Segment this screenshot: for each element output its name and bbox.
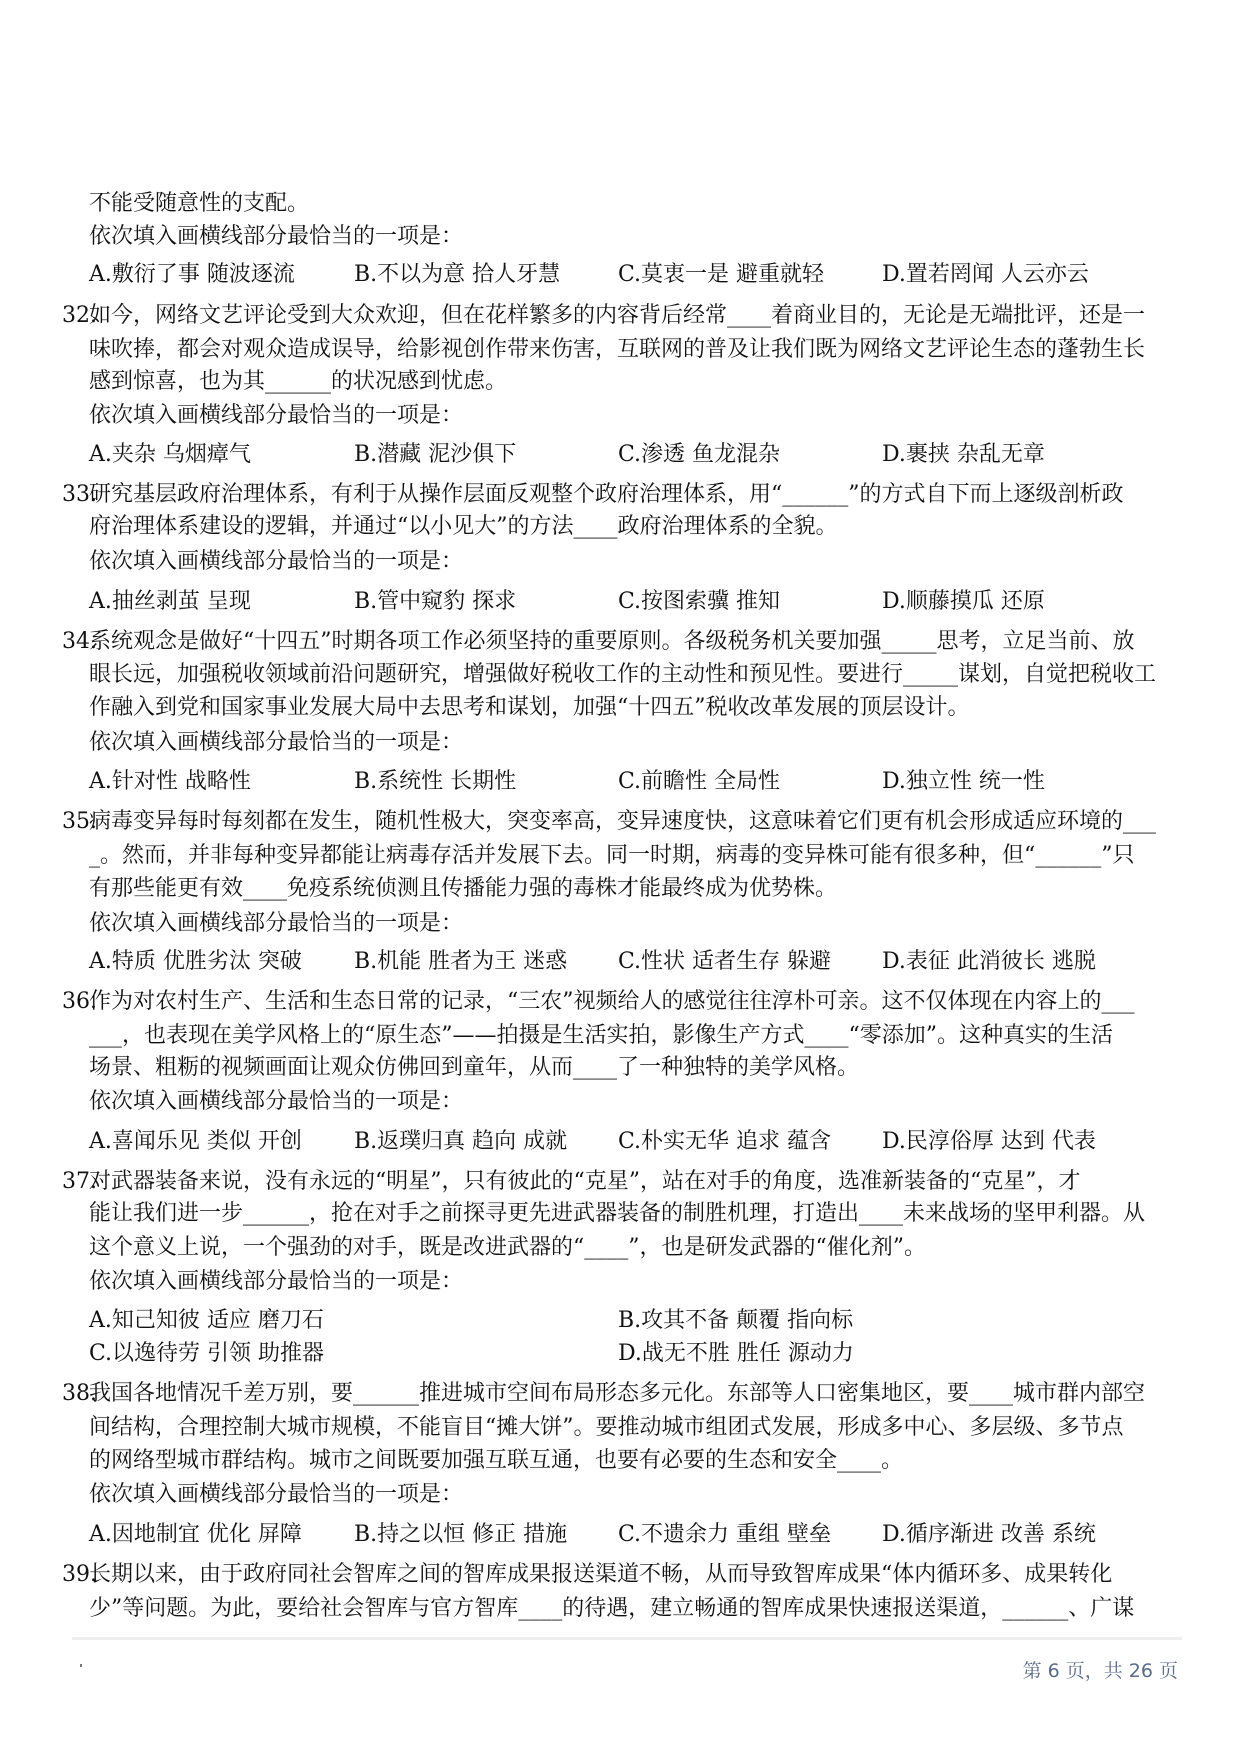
question-prompt: 依次填入画横线部分最恰当的一项是：	[89, 403, 464, 428]
answer-option: D.战无不胜 胜任 源动力	[618, 1341, 854, 1366]
answer-option: C.渗透 鱼龙混杂	[618, 442, 781, 467]
question-prompt: 依次填入画横线部分最恰当的一项是：	[89, 549, 464, 574]
question-text-line: 如今，网络文艺评论受到大众欢迎，但在花样繁多的内容背后经常____着商业目的，无论是无端批评，还是一	[89, 303, 1146, 328]
answer-option: B.机能 胜者为王 迷惑	[354, 949, 568, 974]
answer-option: D.置若罔闻 人云亦云	[882, 262, 1089, 287]
answer-option: D.顺藤摸瓜 还原	[882, 589, 1045, 614]
answer-option: C.按图索骥 推知	[618, 589, 781, 614]
footer-divider	[72, 1637, 1182, 1640]
question-prompt: 依次填入画横线部分最恰当的一项是：	[89, 1269, 464, 1294]
page-number: 第 6 页，共 26 页	[1022, 1660, 1178, 1682]
question-prompt: 依次填入画横线部分最恰当的一项是：	[89, 730, 464, 755]
question-number: 35.	[62, 809, 97, 834]
answer-option: A.知己知彼 适应 磨刀石	[89, 1308, 324, 1333]
question-number: 38.	[62, 1381, 97, 1406]
question-text-line: 这个意义上说，一个强劲的对手，既是改进武器的“____”，也是研发武器的“催化剂”。	[89, 1235, 926, 1260]
question-text-line: 系统观念是做好“十四五”时期各项工作必须坚持的重要原则。各级税务机关要加强_____思考，立足当前、放	[89, 629, 1135, 654]
question-text-line: 作为对农村生产、生活和生态日常的记录，“三农”视频给人的感觉往往淳朴可亲。这不仅体现在内容上的___	[89, 989, 1135, 1014]
question-text-line: 府治理体系建设的逻辑，并通过“以小见大”的方法____政府治理体系的全貌。	[89, 514, 838, 539]
answer-option: C.性状 适者生存 躲避	[618, 949, 832, 974]
question-text-line: 对武器装备来说，没有永远的“明星”，只有彼此的“克星”，站在对手的角度，选准新装备的“克星”，才	[89, 1169, 1081, 1194]
answer-option: A.抽丝剥茧 呈现	[89, 589, 251, 614]
answer-option: A.特质 优胜劣汰 突破	[89, 949, 302, 974]
question-number: 32.	[62, 303, 97, 328]
question-number: 34.	[62, 629, 97, 654]
answer-option: C.莫衷一是 避重就轻	[618, 262, 825, 287]
question-prompt: 依次填入画横线部分最恰当的一项是：	[89, 1482, 464, 1507]
answer-option: A.因地制宜 优化 屏障	[89, 1522, 302, 1547]
answer-option: B.不以为意 拾人牙慧	[354, 262, 561, 287]
footer-mark	[80, 1664, 82, 1667]
answer-option: B.潜藏 泥沙俱下	[354, 442, 517, 467]
answer-option: A.喜闻乐见 类似 开创	[89, 1129, 302, 1154]
question-number: 36.	[62, 989, 97, 1014]
answer-option: A.敷衍了事 随波逐流	[89, 262, 295, 287]
answer-option: B.返璞归真 趋向 成就	[354, 1129, 568, 1154]
question-text-line: 长期以来，由于政府同社会智库之间的智库成果报送渠道不畅，从而导致智库成果“体内循环多、成果转化	[89, 1562, 1113, 1587]
answer-option: A.针对性 战略性	[89, 769, 251, 794]
question-prompt: 依次填入画横线部分最恰当的一项是：	[89, 1089, 464, 1114]
question-text-line: 少”等问题。为此，要给社会智库与官方智库____的待遇，建立畅通的智库成果快速报送渠道，______、广谋	[89, 1596, 1135, 1621]
question-text-line: 眼长远，加强税收领域前沿问题研究，增强做好税收工作的主动性和预见性。要进行_____谋划，自觉把税收工	[89, 662, 1157, 687]
question-text-line: 病毒变异每时每刻都在发生，随机性极大，突变率高，变异速度快，这意味着它们更有机会形成适应环境的___	[89, 809, 1157, 834]
question-number: 39.	[62, 1562, 97, 1587]
question-prompt: 依次填入画横线部分最恰当的一项是：	[89, 911, 464, 936]
question-number: 33.	[62, 482, 97, 507]
question-text-line: 能让我们进一步______，抢在对手之前探寻更先进武器装备的制胜机理，打造出____未来战场的坚甲利器。从	[89, 1201, 1146, 1226]
answer-option: C.前瞻性 全局性	[618, 769, 781, 794]
answer-option: D.表征 此消彼长 逃脱	[882, 949, 1096, 974]
answer-option: C.以逸待劳 引领 助推器	[89, 1341, 325, 1366]
question-text-line: 作融入到党和国家事业发展大局中去思考和谋划，加强“十四五”税收改革发展的顶层设计。	[89, 695, 970, 720]
answer-option: B.攻其不备 颠覆 指向标	[618, 1308, 854, 1333]
question-text-line: 的网络型城市群结构。城市之间既要加强互联互通，也要有必要的生态和安全____。	[89, 1448, 904, 1473]
question-text-line: ___，也表现在美学风格上的“原生态”——拍摄是生活实拍，影像生产方式____“零添加”。这种真实的生活	[89, 1023, 1113, 1048]
question-text-line: _。然而，并非每种变异都能让病毒存活并发展下去。同一时期，病毒的变异株可能有很多种，但“______”只	[89, 843, 1135, 868]
answer-option: C.朴实无华 追求 蕴含	[618, 1129, 832, 1154]
question-text-line: 我国各地情况千差万别，要______推进城市空间布局形态多元化。东部等人口密集地区，要____城市群内部空	[89, 1381, 1146, 1406]
answer-option: B.系统性 长期性	[354, 769, 517, 794]
answer-option: D.裹挟 杂乱无章	[882, 442, 1045, 467]
question-text-line: 间结构，合理控制大城市规模，不能盲目“摊大饼”。要推动城市组团式发展，形成多中心、多层级、多节点	[89, 1415, 1124, 1440]
question-text-line: 场景、粗粝的视频画面让观众仿佛回到童年，从而____了一种独特的美学风格。	[89, 1055, 860, 1080]
question-text-line: 研究基层政府治理体系，有利于从操作层面反观整个政府治理体系，用“______”的方式自下而上逐级剖析政	[89, 482, 1124, 507]
question-number: 37.	[62, 1169, 97, 1194]
answer-option: D.民淳俗厚 达到 代表	[882, 1129, 1096, 1154]
question-text-line: 味吹捧，都会对观众造成误导，给影视创作带来伤害，互联网的普及让我们既为网络文艺评论生态的蓬勃生长	[89, 337, 1146, 362]
question-text-line: 有那些能更有效____免疫系统侦测且传播能力强的毒株才能最终成为优势株。	[89, 876, 838, 901]
answer-option: D.独立性 统一性	[882, 769, 1045, 794]
answer-option: C.不遗余力 重组 壁垒	[618, 1522, 832, 1547]
answer-option: D.循序渐进 改善 系统	[882, 1522, 1096, 1547]
question-text-line: 感到惊喜，也为其______的状况感到忧虑。	[89, 369, 508, 394]
answer-option: B.管中窥豹 探求	[354, 589, 517, 614]
answer-option: B.持之以恒 修正 措施	[354, 1522, 568, 1547]
question-text-line: 不能受随意性的支配。	[89, 191, 310, 216]
answer-option: A.夹杂 乌烟瘴气	[89, 442, 251, 467]
question-prompt: 依次填入画横线部分最恰当的一项是：	[89, 224, 464, 249]
